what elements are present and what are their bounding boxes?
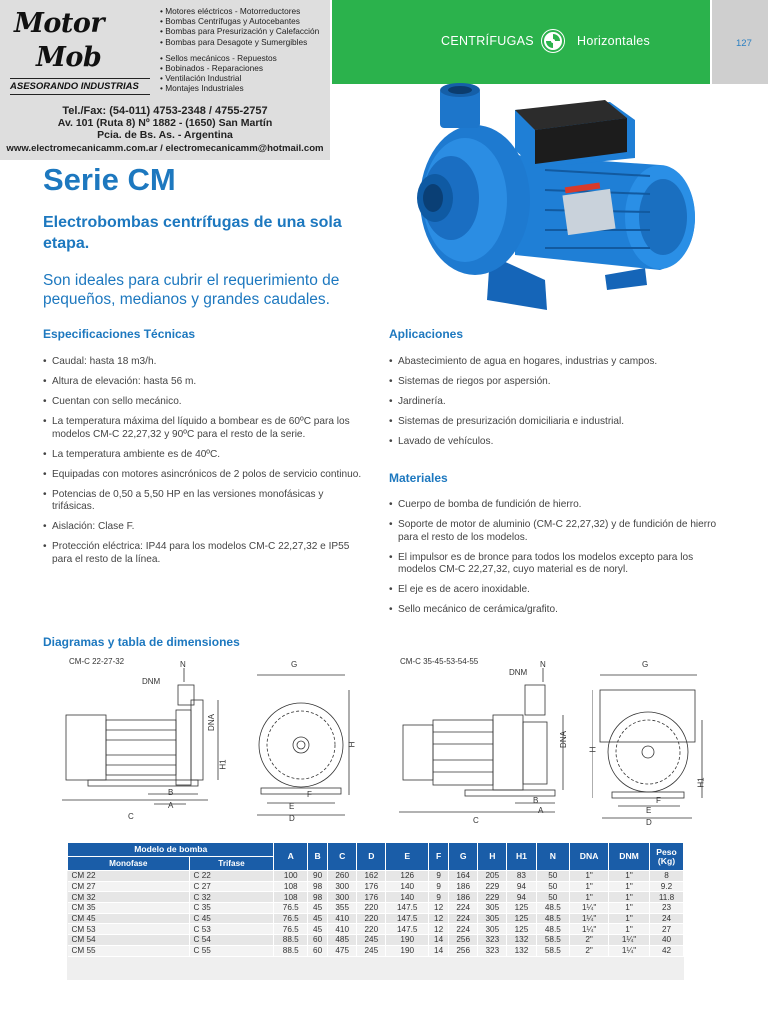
table-cell: 42 bbox=[650, 945, 684, 956]
table-cell: 220 bbox=[357, 924, 386, 935]
col-header-f: F bbox=[429, 843, 449, 871]
table-cell: 260 bbox=[328, 871, 357, 882]
table-cell: 485 bbox=[328, 935, 357, 946]
table-cell: 1" bbox=[609, 871, 650, 882]
diagrams-heading: Diagramas y tabla de dimensiones bbox=[43, 635, 240, 649]
table-cell: 40 bbox=[650, 935, 684, 946]
table-cell: 147.5 bbox=[386, 903, 429, 914]
table-cell: 147.5 bbox=[386, 924, 429, 935]
spec-item: • Protección eléctrica: IP44 para los modelos CM-C 22,27,32 e IP55 para el resto de la línea. bbox=[43, 541, 365, 566]
application-item: • Jardinería. bbox=[389, 396, 719, 409]
col-header-a: A bbox=[274, 843, 308, 871]
callout-n-right: N bbox=[540, 660, 546, 669]
specs-heading: Especificaciones Técnicas bbox=[43, 327, 196, 341]
table-cell: 220 bbox=[357, 903, 386, 914]
table-row bbox=[68, 903, 684, 914]
diagram-right-front-view bbox=[588, 660, 717, 830]
table-cell: 1" bbox=[609, 881, 650, 892]
services-list bbox=[160, 6, 330, 94]
table-cell: 48.5 bbox=[536, 903, 570, 914]
table-cell: 140 bbox=[386, 892, 429, 903]
spec-item: • Equipadas con motores asincrónicos de 2 polos de servicio continuo. bbox=[43, 469, 365, 482]
table-cell: 76.5 bbox=[274, 913, 308, 924]
table-cell: 58.5 bbox=[536, 945, 570, 956]
table-cell: 9 bbox=[429, 892, 449, 903]
company-phone: Tel./Fax: (54-011) 4753-2348 / 4755-2757 bbox=[62, 105, 268, 117]
col-header-h: H bbox=[478, 843, 507, 871]
callout-g-right: G bbox=[642, 660, 649, 669]
table-cell: 100 bbox=[274, 871, 308, 882]
table-cell: 410 bbox=[328, 913, 357, 924]
material-item: • Sello mecánico de cerámica/grafito. bbox=[389, 604, 719, 617]
table-cell: 1" bbox=[609, 924, 650, 935]
table-cell: 1" bbox=[609, 913, 650, 924]
specs-list bbox=[43, 356, 365, 574]
table-cell: C 53 bbox=[189, 924, 274, 935]
table-cell: 12 bbox=[429, 924, 449, 935]
table-cell: 45 bbox=[308, 924, 328, 935]
table-cell: 305 bbox=[478, 913, 507, 924]
table-cell: 125 bbox=[507, 903, 536, 914]
table-cell: 256 bbox=[449, 945, 478, 956]
diagram-left-label: CM-C 22-27-32 bbox=[69, 657, 125, 666]
callout-a-right: A bbox=[538, 806, 544, 815]
service-item: • Bobinados - Reparaciones bbox=[160, 63, 330, 73]
table-cell: 410 bbox=[328, 924, 357, 935]
col-header-d: D bbox=[357, 843, 386, 871]
table-cell: 60 bbox=[308, 935, 328, 946]
table-cell: CM 22 bbox=[68, 871, 190, 882]
callout-dna-left: DNA bbox=[206, 714, 216, 731]
table-cell: 229 bbox=[478, 881, 507, 892]
table-header-row bbox=[68, 843, 684, 857]
table-cell: 108 bbox=[274, 881, 308, 892]
application-item: • Sistemas de presurización domiciliaria e industrial. bbox=[389, 416, 719, 429]
table-cell: 9 bbox=[429, 881, 449, 892]
table-cell: 108 bbox=[274, 892, 308, 903]
callout-dnm-left: DNM bbox=[142, 677, 161, 686]
logo-line-1: Motor bbox=[14, 8, 105, 39]
table-cell: 1¼" bbox=[570, 913, 609, 924]
table-cell: 1" bbox=[570, 892, 609, 903]
service-item: • Bombas Centrífugas y Autocebantes bbox=[160, 16, 330, 26]
page-subtitle: Electrobombas centrífugas de una sola etapa. bbox=[43, 214, 342, 252]
table-cell: 23 bbox=[650, 903, 684, 914]
table-cell: 125 bbox=[507, 924, 536, 935]
table-cell: 132 bbox=[507, 945, 536, 956]
table-cell: 147.5 bbox=[386, 913, 429, 924]
col-header-c: C bbox=[328, 843, 357, 871]
page-number: 127 bbox=[736, 38, 752, 49]
table-cell: 45 bbox=[308, 903, 328, 914]
application-item: • Sistemas de riegos por aspersión. bbox=[389, 376, 719, 389]
table-cell: C 35 bbox=[189, 903, 274, 914]
table-row bbox=[68, 881, 684, 892]
table-cell: 94 bbox=[507, 892, 536, 903]
category-label: CENTRÍFUGAS bbox=[441, 34, 534, 48]
table-cell: 224 bbox=[449, 924, 478, 935]
table-cell: 1¼" bbox=[609, 935, 650, 946]
table-cell: 50 bbox=[536, 881, 570, 892]
table-body bbox=[68, 871, 684, 957]
table-cell: 60 bbox=[308, 945, 328, 956]
table-cell: 186 bbox=[449, 892, 478, 903]
table-cell: 224 bbox=[449, 903, 478, 914]
table-cell: C 22 bbox=[189, 871, 274, 882]
page-title: Serie CM bbox=[43, 162, 176, 197]
material-item: • El impulsor es de bronce para todos los modelos excepto para los modelos CM-C 22,27,32, cuyo material es de noryl. bbox=[389, 552, 719, 577]
centrifugal-icon bbox=[541, 29, 565, 53]
service-item: • Montajes Industriales bbox=[160, 83, 330, 93]
service-item: • Motores eléctricos - Motorreductores bbox=[160, 6, 330, 16]
diagram-left-side-view bbox=[58, 660, 238, 825]
callout-g-left: G bbox=[291, 660, 298, 669]
spec-item: • Potencias de 0,50 a 5,50 HP en las versiones monofásicas y trifásicas. bbox=[43, 489, 365, 514]
table-cell: 76.5 bbox=[274, 924, 308, 935]
table-row bbox=[68, 935, 684, 946]
table-cell: 83 bbox=[507, 871, 536, 882]
callout-h-left: H bbox=[347, 741, 357, 748]
table-cell: 48.5 bbox=[536, 913, 570, 924]
table-cell: 305 bbox=[478, 903, 507, 914]
col-header-n: N bbox=[536, 843, 570, 871]
callout-a-left: A bbox=[168, 801, 174, 810]
diagram-right-side-view bbox=[395, 660, 590, 828]
table-cell: 220 bbox=[357, 913, 386, 924]
table-cell: 88.5 bbox=[274, 945, 308, 956]
table-row bbox=[68, 913, 684, 924]
table-cell: 50 bbox=[536, 892, 570, 903]
company-web-email: www.electromecanicamm.com.ar / electromecanicamm@hotmail.com bbox=[6, 143, 324, 154]
callout-f-left: F bbox=[307, 790, 312, 799]
table-cell: 164 bbox=[449, 871, 478, 882]
spec-item: • La temperatura máxima del líquido a bombear es de 60ºC para los modelos CM-C 22,27,32 y 90ºC para el resto de la serie. bbox=[43, 416, 365, 441]
table-cell: 224 bbox=[449, 913, 478, 924]
table-row bbox=[68, 945, 684, 956]
table-cell: 300 bbox=[328, 892, 357, 903]
table-cell: 1" bbox=[570, 871, 609, 882]
company-card bbox=[0, 0, 330, 160]
callout-c-right: C bbox=[473, 816, 479, 825]
applications-list bbox=[389, 356, 719, 456]
subcategory-label: Horizontales bbox=[577, 34, 651, 48]
dimensions-table bbox=[67, 842, 684, 957]
col-header-b: B bbox=[308, 843, 328, 871]
table-cell: 305 bbox=[478, 924, 507, 935]
table-cell: 323 bbox=[478, 945, 507, 956]
table-cell: 176 bbox=[357, 892, 386, 903]
callout-h1-left: H1 bbox=[218, 759, 228, 770]
spec-item: • Altura de elevación: hasta 56 m. bbox=[43, 376, 365, 389]
callout-h-right: H bbox=[588, 746, 598, 753]
table-cell: 475 bbox=[328, 945, 357, 956]
intro-text: Son ideales para cubrir el requerimiento de pequeños, medianos y grandes caudales. bbox=[43, 272, 340, 308]
table-cell: 12 bbox=[429, 903, 449, 914]
table-cell: CM 27 bbox=[68, 881, 190, 892]
table-cell: 11.8 bbox=[650, 892, 684, 903]
table-row bbox=[68, 871, 684, 882]
callout-dnm-right: DNM bbox=[509, 668, 528, 677]
table-cell: 1" bbox=[609, 903, 650, 914]
table-cell: 1" bbox=[609, 892, 650, 903]
company-address-1: Av. 101 (Ruta 8) Nº 1882 - (1650) San Martín bbox=[57, 117, 273, 129]
callout-e-left: E bbox=[289, 802, 295, 811]
service-item: • Bombas para Desagote y Sumergibles bbox=[160, 37, 330, 47]
diagram-left-front-view bbox=[245, 660, 365, 825]
table-cell: 229 bbox=[478, 892, 507, 903]
table-cell: 126 bbox=[386, 871, 429, 882]
table-cell: 323 bbox=[478, 935, 507, 946]
callout-e-right: E bbox=[646, 806, 652, 815]
spec-item: • Caudal: hasta 18 m3/h. bbox=[43, 356, 365, 369]
table-cell: 355 bbox=[328, 903, 357, 914]
table-cell: 132 bbox=[507, 935, 536, 946]
table-cell: 125 bbox=[507, 913, 536, 924]
callout-c-left: C bbox=[128, 812, 134, 821]
table-cell: 8 bbox=[650, 871, 684, 882]
table-cell: 14 bbox=[429, 945, 449, 956]
service-item: • Bombas para Presurización y Calefacción bbox=[160, 26, 330, 36]
diagram-right-label: CM-C 35-45-53-54-55 bbox=[400, 657, 479, 666]
callout-d-right: D bbox=[646, 818, 652, 827]
material-item: • Soporte de motor de aluminio (CM-C 22,27,32) y de fundición de hierro para el resto de los modelos. bbox=[389, 519, 719, 544]
table-cell: 186 bbox=[449, 881, 478, 892]
model-group-header: Modelo de bomba bbox=[68, 843, 274, 857]
table-cell: CM 45 bbox=[68, 913, 190, 924]
col-header-dna: DNA bbox=[570, 843, 609, 871]
table-cell: 58.5 bbox=[536, 935, 570, 946]
company-contact bbox=[0, 105, 330, 141]
table-cell: 245 bbox=[357, 945, 386, 956]
table-cell: 48.5 bbox=[536, 924, 570, 935]
company-address-2: Pcia. de Bs. As. - Argentina bbox=[97, 129, 233, 141]
table-cell: 50 bbox=[536, 871, 570, 882]
table-cell: 140 bbox=[386, 881, 429, 892]
col-header-g: G bbox=[449, 843, 478, 871]
logo-line-2: Mob bbox=[36, 42, 102, 73]
callout-b-left: B bbox=[168, 788, 174, 797]
material-item: • Cuerpo de bomba de fundición de hierro. bbox=[389, 499, 719, 512]
table-cell: CM 35 bbox=[68, 903, 190, 914]
table-cell: 205 bbox=[478, 871, 507, 882]
callout-f-right: F bbox=[656, 796, 661, 805]
table-cell: 9 bbox=[429, 871, 449, 882]
table-cell: 1" bbox=[570, 881, 609, 892]
table-cell: C 54 bbox=[189, 935, 274, 946]
material-item: • El eje es de acero inoxidable. bbox=[389, 584, 719, 597]
table-cell: C 32 bbox=[189, 892, 274, 903]
table-cell: CM 32 bbox=[68, 892, 190, 903]
table-cell: 162 bbox=[357, 871, 386, 882]
table-cell: 245 bbox=[357, 935, 386, 946]
callout-n-left: N bbox=[180, 660, 186, 669]
company-logo bbox=[14, 8, 144, 76]
table-cell: 12 bbox=[429, 913, 449, 924]
col-header-weight: Peso (Kg) bbox=[650, 843, 684, 871]
table-cell: 94 bbox=[507, 881, 536, 892]
service-item: • Sellos mecánicos - Repuestos bbox=[160, 53, 330, 63]
application-item: • Abastecimiento de agua en hogares, industrias y campos. bbox=[389, 356, 719, 369]
materials-heading: Materiales bbox=[389, 471, 448, 485]
table-cell: CM 54 bbox=[68, 935, 190, 946]
table-cell: 1¼" bbox=[609, 945, 650, 956]
applications-heading: Aplicaciones bbox=[389, 327, 464, 341]
table-row bbox=[68, 892, 684, 903]
company-tagline: ASESORANDO INDUSTRIAS bbox=[10, 78, 150, 95]
table-cell: C 27 bbox=[189, 881, 274, 892]
table-cell: 2" bbox=[570, 935, 609, 946]
table-cell: 76.5 bbox=[274, 903, 308, 914]
table-cell: 90 bbox=[308, 871, 328, 882]
callout-b-right: B bbox=[533, 796, 539, 805]
table-cell: C 45 bbox=[189, 913, 274, 924]
table-cell: 27 bbox=[650, 924, 684, 935]
table-cell: 1¼" bbox=[570, 924, 609, 935]
table-cell: 24 bbox=[650, 913, 684, 924]
table-cell: 176 bbox=[357, 881, 386, 892]
table-cell: 2" bbox=[570, 945, 609, 956]
spec-item: • Cuentan con sello mecánico. bbox=[43, 396, 365, 409]
col-header-trifase: Trifase bbox=[189, 857, 274, 871]
callout-h1-right: H1 bbox=[696, 777, 706, 788]
table-cell: 88.5 bbox=[274, 935, 308, 946]
table-cell: CM 53 bbox=[68, 924, 190, 935]
spec-item: • Aislación: Clase F. bbox=[43, 521, 365, 534]
col-header-dnm: DNM bbox=[609, 843, 650, 871]
table-cell: 190 bbox=[386, 945, 429, 956]
pump-illustration bbox=[395, 80, 725, 320]
table-row bbox=[68, 924, 684, 935]
callout-d-left: D bbox=[289, 814, 295, 823]
col-header-monofase: Monofase bbox=[68, 857, 190, 871]
col-header-h1: H1 bbox=[507, 843, 536, 871]
table-cell: 98 bbox=[308, 881, 328, 892]
table-cell: 300 bbox=[328, 881, 357, 892]
application-item: • Lavado de vehículos. bbox=[389, 436, 719, 449]
table-cell: 190 bbox=[386, 935, 429, 946]
table-cell: 256 bbox=[449, 935, 478, 946]
materials-list bbox=[389, 499, 719, 624]
table-cell: CM 55 bbox=[68, 945, 190, 956]
table-cell: 45 bbox=[308, 913, 328, 924]
service-item: • Ventilación Industrial bbox=[160, 73, 330, 83]
callout-dna-right: DNA bbox=[558, 731, 568, 748]
col-header-e: E bbox=[386, 843, 429, 871]
table-cell: C 55 bbox=[189, 945, 274, 956]
table-cell: 1¼" bbox=[570, 903, 609, 914]
spec-item: • La temperatura ambiente es de 40ºC. bbox=[43, 449, 365, 462]
table-cell: 98 bbox=[308, 892, 328, 903]
table-cell: 14 bbox=[429, 935, 449, 946]
table-cell: 9.2 bbox=[650, 881, 684, 892]
page-number-box bbox=[712, 0, 768, 84]
